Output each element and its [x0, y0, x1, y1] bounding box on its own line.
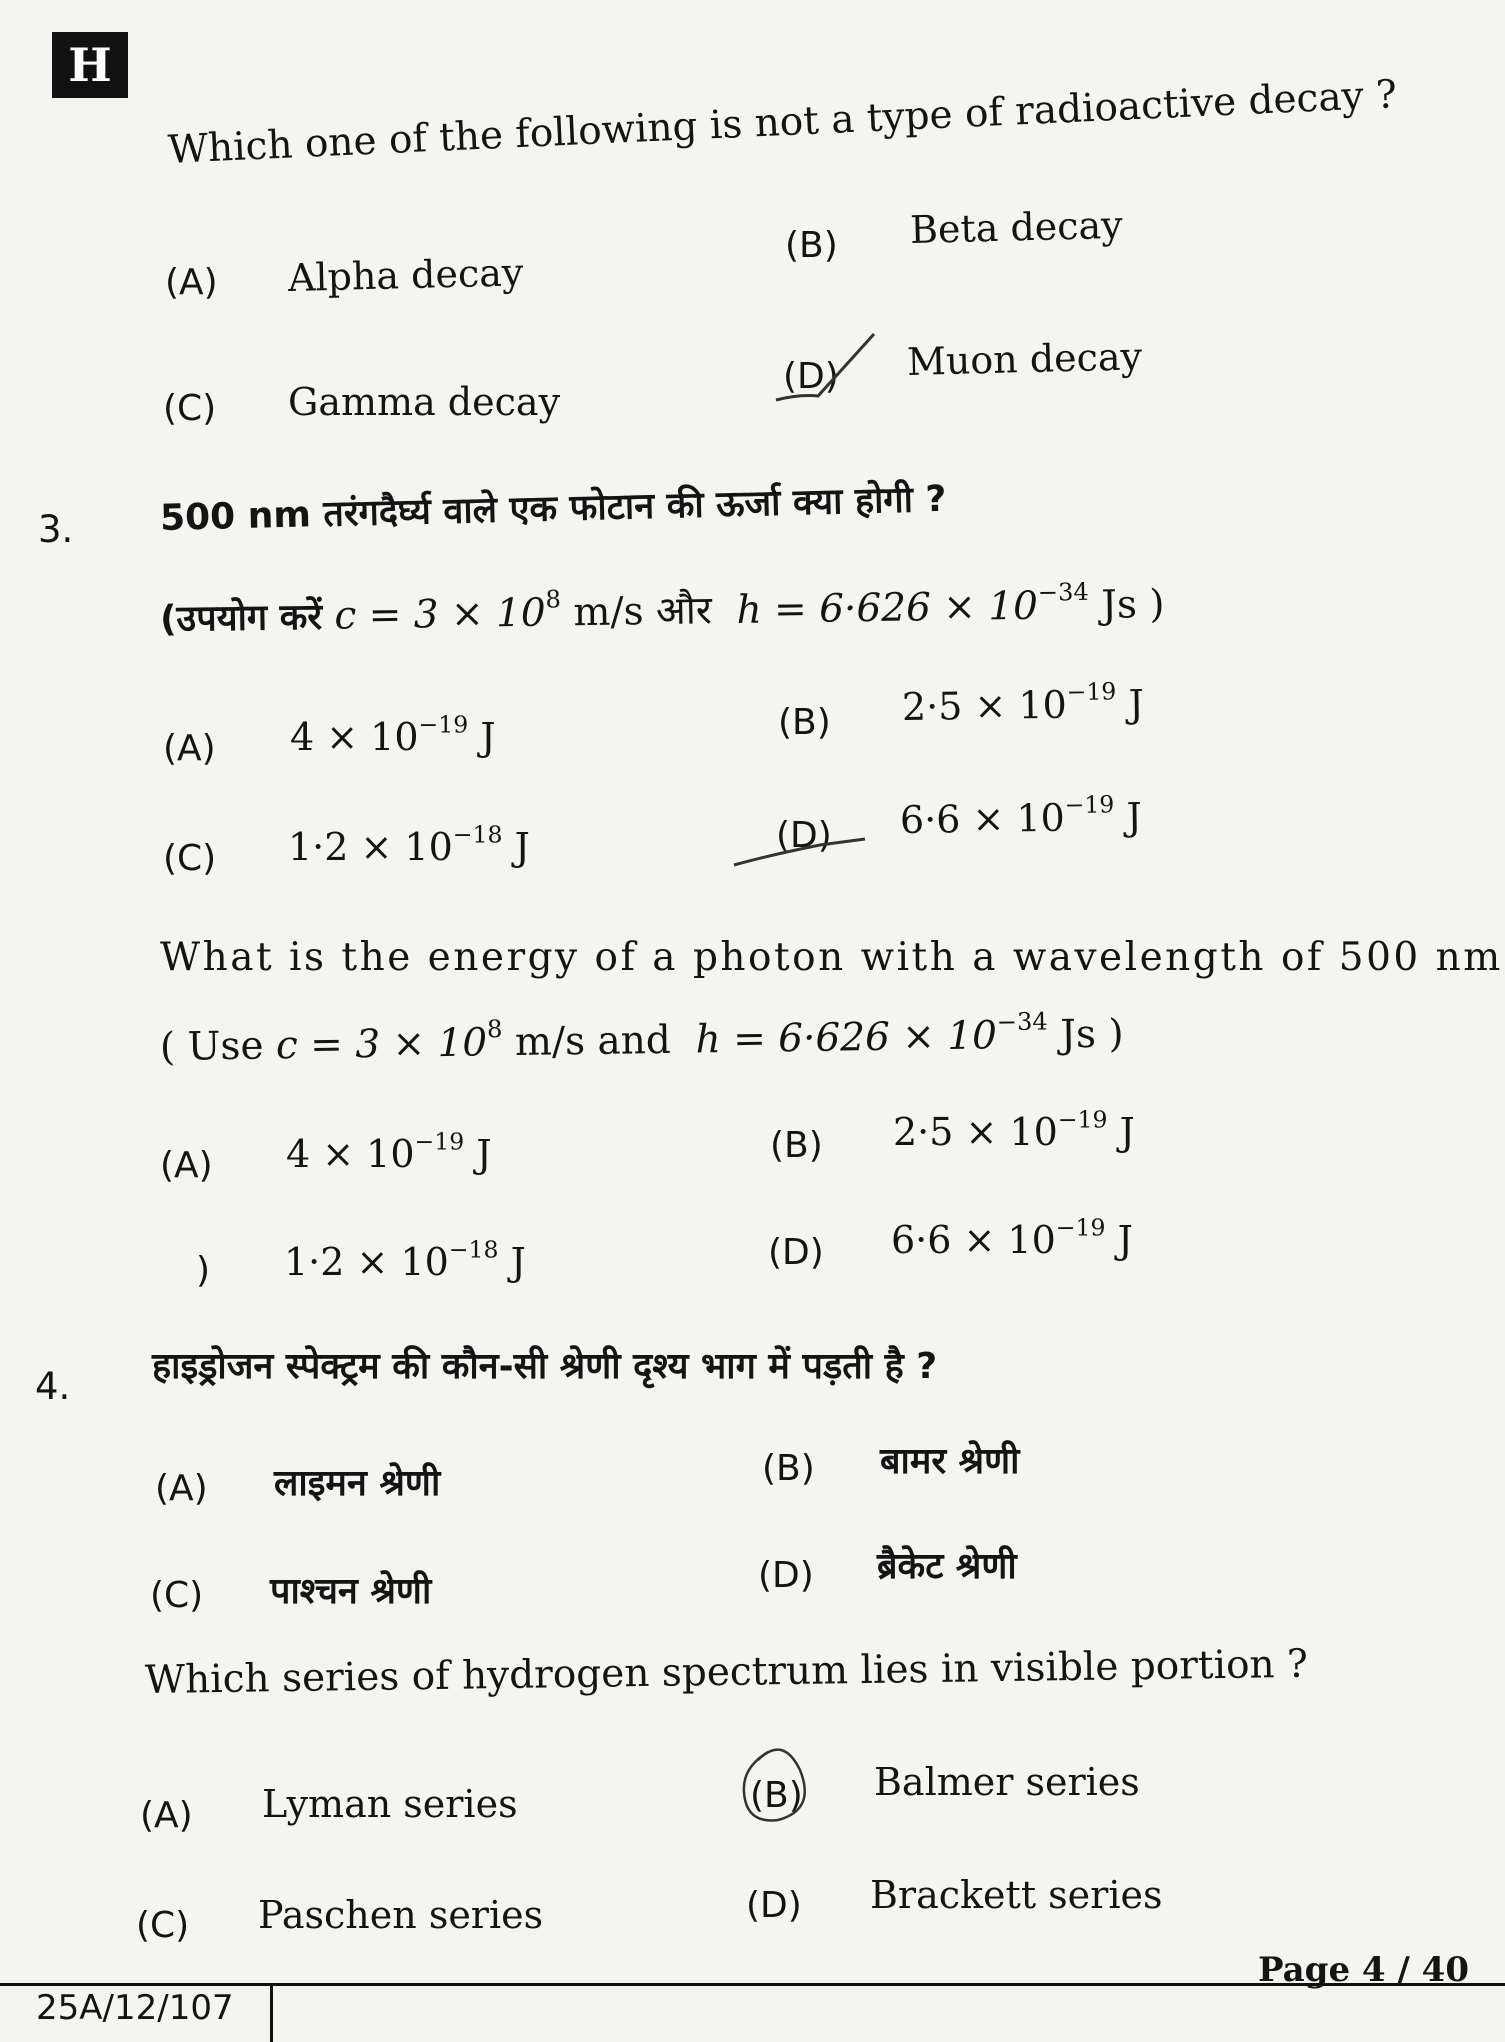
q2-option-b-label: (B) — [785, 225, 838, 266]
q4-hi-option-a-label: (A) — [155, 1468, 208, 1509]
q3-hindi-c-exp: 8 — [545, 585, 562, 614]
q2-option-a-label: (A) — [165, 262, 218, 303]
q3-hindi-h-exp: −34 — [1037, 577, 1089, 607]
q3-en-option-a-label: (A) — [160, 1145, 213, 1186]
q4-en-option-b-text: Balmer series — [874, 1760, 1140, 1804]
q4-hi-option-c-label: (C) — [150, 1575, 204, 1616]
q3-hindi-use-prefix: (उपयोग करें — [159, 596, 323, 640]
q4-en-option-a-label: (A) — [140, 1795, 193, 1836]
q2-option-c-text: Gamma decay — [288, 380, 561, 424]
q3-hi-option-d-value: $6\cdot 6 \times 10^{-19}$ J — [899, 790, 1143, 842]
q3-hindi-h-lhs: h = 6·626 × 10 — [736, 583, 1039, 633]
q4-en-option-b-label: (B) — [750, 1775, 803, 1816]
q4-en-option-a-text: Lyman series — [262, 1782, 518, 1826]
q3-number: 3. — [38, 508, 74, 551]
q3-hi-option-c-label: (C) — [163, 838, 217, 879]
q4-en-option-d-text: Brackett series — [870, 1873, 1163, 1917]
q3-english-h-lhs: h = 6·626 × 10 — [695, 1013, 998, 1063]
q2-option-b-text: Beta decay — [909, 202, 1124, 252]
q3-hindi-constants — [160, 576, 1165, 643]
q3-hindi-c-lhs: c = 3 × 10 — [334, 590, 546, 639]
q3-hindi-text: 500 nm तरंगदैर्घ्य वाले एक फोटान की ऊर्जा क्या होगी ? — [159, 478, 947, 539]
q2-option-d-text: Muon decay — [906, 334, 1143, 384]
q3-hindi-h-unit: Js ) — [1101, 581, 1165, 628]
q2-english-text: Which one of the following is not a type of radioactive decay ? — [166, 72, 1398, 173]
q4-hi-option-b-label: (B) — [762, 1448, 815, 1489]
q3-hindi-c-unit: m/s और — [573, 588, 713, 636]
q2-option-a-text: Alpha decay — [287, 250, 524, 300]
q4-english-text: Which series of hydrogen spectrum lies in visible portion ? — [144, 1641, 1309, 1703]
q3-english-c-lhs: c = 3 × 10 — [275, 1020, 488, 1069]
q3-en-option-a-value: $4 \times 10^{-19}$ J — [286, 1127, 492, 1176]
q4-en-option-c-label: (C) — [136, 1905, 190, 1946]
paper-code: 25A/12/107 — [0, 1984, 273, 2042]
q4-hi-option-a-text: लाइमन श्रेणी — [274, 1463, 441, 1504]
q3-hi-option-b-value: $2\cdot 5 \times 10^{-19}$ J — [901, 677, 1145, 729]
q3-english-c-exp: 8 — [486, 1015, 503, 1044]
q3-english-use-prefix: ( Use — [159, 1023, 264, 1070]
paper-set-badge: H — [52, 32, 128, 98]
q3-hi-option-b-label: (B) — [778, 702, 831, 743]
q4-hi-option-c-text: पाश्चन श्रेणी — [270, 1571, 432, 1612]
q3-en-option-b-value: $2\cdot 5 \times 10^{-19}$ J — [893, 1105, 1135, 1154]
q3-en-option-c-label: ) — [196, 1250, 211, 1291]
q3-english-c-unit: m/s and — [514, 1017, 672, 1066]
page-number: Page 4 / 40 — [1258, 1950, 1469, 1990]
q3-english-constants — [159, 1007, 1124, 1070]
q3-english-text: What is the energy of a photon with a wavelength of 500 nm — [160, 935, 1503, 980]
q3-english-h-unit: Js ) — [1060, 1011, 1124, 1058]
q4-hi-option-b-text: बामर श्रेणी — [880, 1441, 1020, 1482]
q3-hi-option-d-label: (D) — [776, 815, 832, 856]
q4-en-option-c-text: Paschen series — [258, 1893, 544, 1937]
q2-option-c-label: (C) — [163, 388, 217, 429]
q3-en-option-b-label: (B) — [770, 1125, 823, 1166]
q3-hi-option-a-label: (A) — [163, 728, 216, 769]
q3-en-option-d-label: (D) — [768, 1232, 824, 1273]
q3-en-option-d-value: $6\cdot 6 \times 10^{-19}$ J — [891, 1213, 1133, 1262]
q4-number: 4. — [35, 1365, 71, 1408]
q3-hi-option-a-value: $4 \times 10^{-19}$ J — [290, 710, 496, 759]
q4-hi-option-d-text: ब्रैकेट श्रेणी — [877, 1546, 1017, 1587]
q4-en-option-d-label: (D) — [746, 1885, 802, 1926]
q3-hi-option-c-value: $1\cdot 2 \times 10^{-18}$ J — [288, 820, 530, 869]
q4-hi-option-d-label: (D) — [758, 1555, 814, 1596]
q2-option-d-label: (D) — [783, 356, 839, 397]
q3-en-option-c-value: $1\cdot 2 \times 10^{-18}$ J — [284, 1235, 526, 1284]
q4-hindi-text: हाइड्रोजन स्पेक्ट्रम की कौन-सी श्रेणी दृश्य भाग में पड़ती है ? — [152, 1346, 938, 1387]
q3-english-h-exp: −34 — [996, 1007, 1048, 1037]
